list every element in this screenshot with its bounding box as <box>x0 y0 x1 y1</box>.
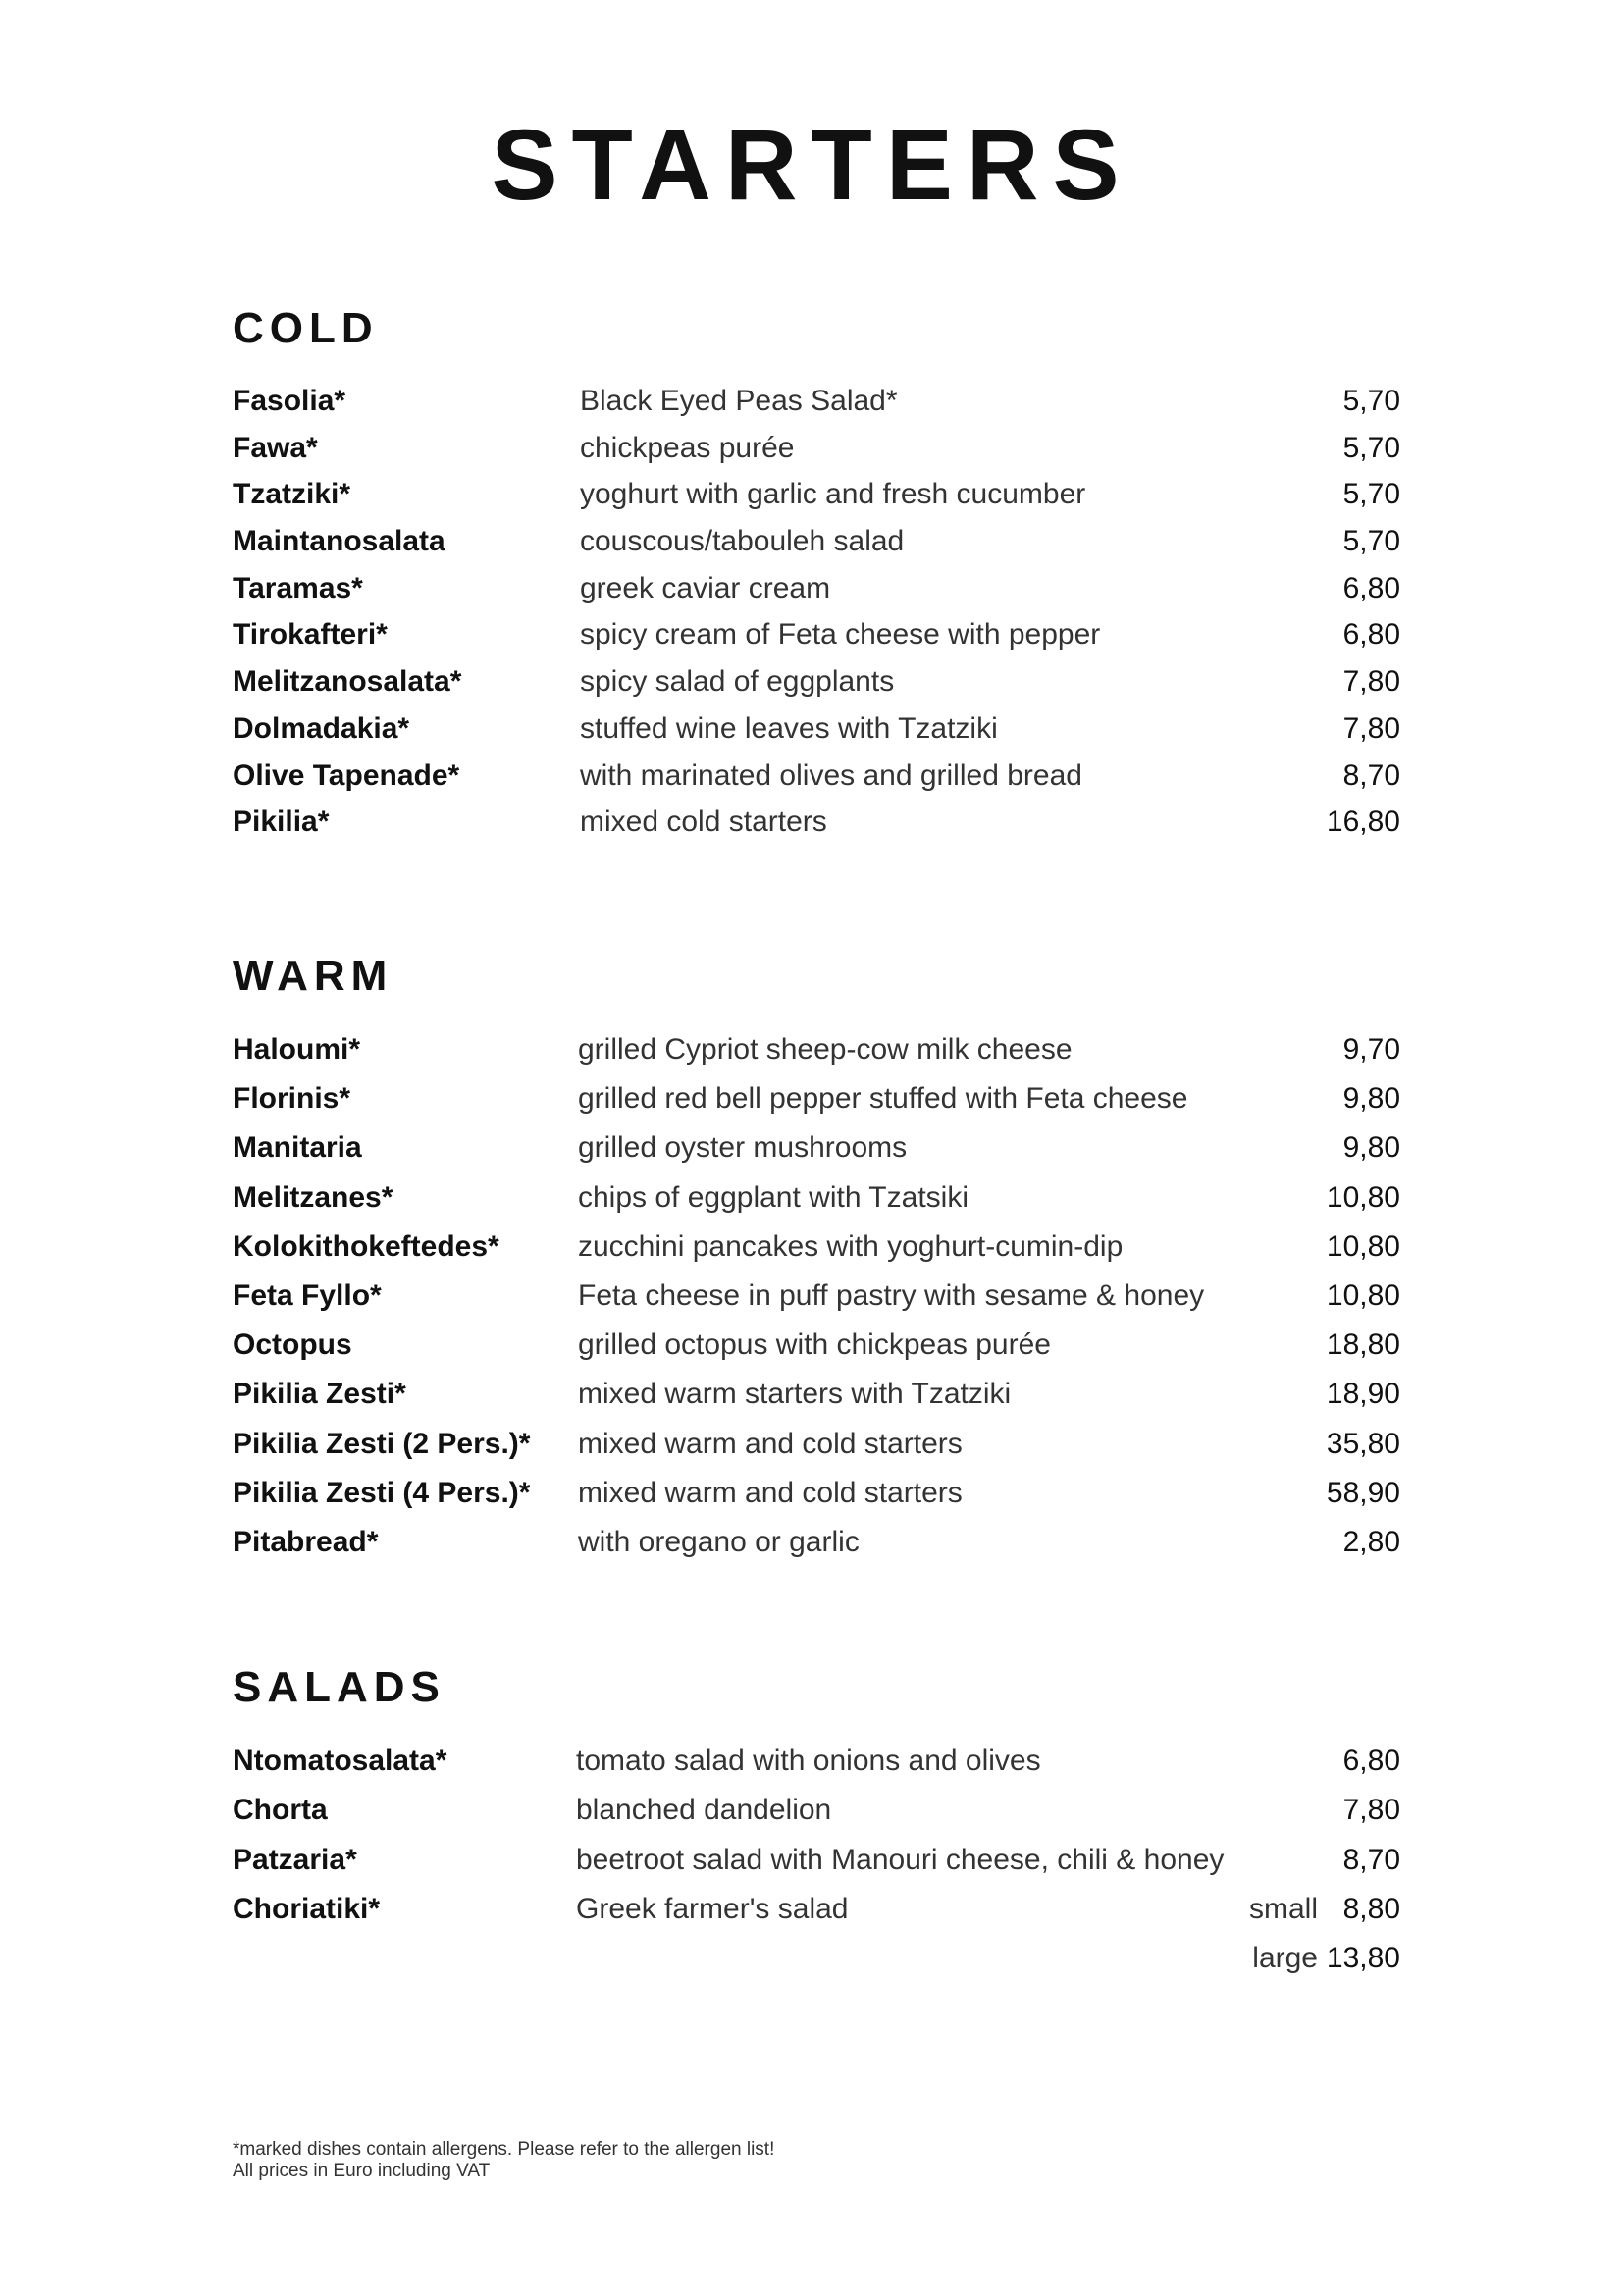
menu-item <box>233 425 1400 472</box>
dish-price: 8,80 <box>1342 1892 1400 1925</box>
dish-price: 9,80 <box>1342 1082 1400 1116</box>
menu-item <box>233 753 1400 800</box>
dish-name: Tirokafteri* <box>233 618 388 652</box>
dish-description: grilled oyster mushrooms <box>578 1131 908 1165</box>
dish-price: 16,80 <box>1326 806 1400 839</box>
dish-name: Pikilia Zesti (2 Pers.)* <box>233 1427 531 1460</box>
dish-price: 18,80 <box>1326 1329 1400 1362</box>
dish-name: Melitzanosalata* <box>233 665 462 699</box>
dish-description: beetroot salad with Manouri cheese, chili & honey <box>576 1843 1225 1876</box>
dish-description: stuffed wine leaves with Tzatziki <box>580 711 998 745</box>
menu-item <box>233 1518 1400 1567</box>
dish-price: 7,80 <box>1342 1794 1400 1827</box>
dish-price: 10,80 <box>1326 1180 1400 1214</box>
dish-price: 7,80 <box>1342 665 1400 699</box>
menu-item <box>233 1223 1400 1272</box>
menu-item <box>233 705 1400 753</box>
menu-item <box>233 1469 1400 1518</box>
menu-item <box>233 1123 1400 1173</box>
dish-name: Melitzanes* <box>233 1180 393 1214</box>
menu-item <box>233 799 1400 846</box>
menu-item <box>233 1370 1400 1419</box>
dish-name: Choriatiki* <box>233 1892 381 1925</box>
warm-item-list <box>233 1025 1400 1567</box>
dish-price: 5,70 <box>1342 525 1400 558</box>
dish-name: Pikilia Zesti (4 Pers.)* <box>233 1476 531 1509</box>
dish-name: Florinis* <box>233 1082 351 1116</box>
dish-description: grilled red bell pepper stuffed with Feta cheese <box>578 1082 1188 1116</box>
dish-name: Taramas* <box>233 571 363 604</box>
menu-item <box>233 1272 1400 1321</box>
footnote <box>233 2139 774 2182</box>
dish-description: yoghurt with garlic and fresh cucumber <box>580 478 1086 511</box>
dish-name: Pikilia Zesti* <box>233 1378 406 1411</box>
dish-description: spicy salad of eggplants <box>580 665 895 699</box>
menu-item <box>233 565 1400 612</box>
dish-description: greek caviar cream <box>580 571 831 604</box>
dish-description: Black Eyed Peas Salad* <box>580 385 898 417</box>
dish-price: 9,70 <box>1342 1033 1400 1066</box>
dish-price: 35,80 <box>1326 1427 1400 1460</box>
dish-price: 5,70 <box>1342 385 1400 417</box>
dish-description: grilled Cypriot sheep-cow milk cheese <box>578 1033 1073 1066</box>
dish-description: with oregano or garlic <box>578 1525 860 1558</box>
dish-description: mixed warm and cold starters <box>578 1427 963 1460</box>
dish-price: 5,70 <box>1342 431 1400 464</box>
dish-price: 7,80 <box>1342 711 1400 745</box>
dish-description: mixed cold starters <box>580 806 827 839</box>
dish-price: 6,80 <box>1342 618 1400 652</box>
menu-item-variant <box>233 1934 1400 1983</box>
menu-item <box>233 378 1400 425</box>
menu-item <box>233 611 1400 658</box>
dish-name: Octopus <box>233 1329 352 1362</box>
dish-description: with marinated olives and grilled bread <box>580 758 1082 792</box>
dish-price: 10,80 <box>1326 1229 1400 1263</box>
dish-price: 6,80 <box>1342 1745 1400 1777</box>
section-heading-salads: SALADS <box>233 1663 445 1711</box>
dish-price: 13,80 <box>1326 1942 1400 1975</box>
dish-name: Manitaria <box>233 1131 362 1165</box>
dish-description: chickpeas purée <box>580 431 795 464</box>
dish-name: Patzaria* <box>233 1843 357 1876</box>
menu-item <box>233 471 1400 518</box>
size-label: small <box>1248 1892 1318 1925</box>
dish-description: couscous/tabouleh salad <box>580 525 905 558</box>
dish-description: spicy cream of Feta cheese with pepper <box>580 618 1101 652</box>
menu-item <box>233 1786 1400 1835</box>
dish-name: Dolmadakia* <box>233 711 410 745</box>
menu-item <box>233 1737 1400 1786</box>
dish-price: 2,80 <box>1342 1525 1400 1558</box>
dish-name: Olive Tapenade* <box>233 758 460 792</box>
dish-name: Maintanosalata <box>233 525 445 558</box>
dish-name: Fasolia* <box>233 385 346 417</box>
dish-price: 58,90 <box>1326 1476 1400 1509</box>
menu-item <box>233 1025 1400 1074</box>
dish-description: tomato salad with onions and olives <box>576 1745 1041 1777</box>
dish-description: Greek farmer's salad <box>576 1892 849 1925</box>
menu-item <box>233 1074 1400 1123</box>
dish-name: Kolokithokeftedes* <box>233 1229 499 1263</box>
dish-description: grilled octopus with chickpeas purée <box>578 1329 1051 1362</box>
dish-description: zucchini pancakes with yoghurt-cumin-dip <box>578 1229 1124 1263</box>
allergen-note: *marked dishes contain allergens. Please refer to the allergen list! <box>233 2139 775 2160</box>
salads-item-list <box>233 1737 1400 1983</box>
menu-item <box>233 1836 1400 1885</box>
dish-price: 8,70 <box>1342 758 1400 792</box>
dish-price: 18,90 <box>1326 1378 1400 1411</box>
dish-price: 6,80 <box>1342 571 1400 604</box>
section-heading-cold: COLD <box>233 304 379 352</box>
dish-price: 9,80 <box>1342 1131 1400 1165</box>
cold-item-list <box>233 378 1400 846</box>
dish-description: Feta cheese in puff pastry with sesame & honey <box>578 1278 1205 1312</box>
dish-name: Ntomatosalata* <box>233 1745 447 1777</box>
section-heading-warm: WARM <box>233 952 393 1000</box>
dish-price: 10,80 <box>1326 1278 1400 1312</box>
menu-item <box>233 1321 1400 1370</box>
menu-item <box>233 1885 1400 1934</box>
dish-price: 5,70 <box>1342 478 1400 511</box>
dish-description: chips of eggplant with Tzatsiki <box>578 1180 969 1214</box>
dish-description: blanched dandelion <box>576 1794 832 1827</box>
menu-item <box>233 518 1400 565</box>
dish-name: Haloumi* <box>233 1033 361 1066</box>
dish-name: Chorta <box>233 1794 328 1827</box>
dish-description: mixed warm and cold starters <box>578 1476 963 1509</box>
menu-item <box>233 1420 1400 1469</box>
menu-item <box>233 1174 1400 1223</box>
size-label: large <box>1252 1942 1318 1975</box>
menu-item <box>233 658 1400 705</box>
price-note: All prices in Euro including VAT <box>233 2161 491 2181</box>
dish-name: Tzatziki* <box>233 478 351 511</box>
dish-name: Pitabread* <box>233 1525 379 1558</box>
dish-price: 8,70 <box>1342 1843 1400 1876</box>
dish-name: Feta Fyllo* <box>233 1278 382 1312</box>
dish-description: mixed warm starters with Tzatziki <box>578 1378 1012 1411</box>
dish-name: Fawa* <box>233 431 318 464</box>
page-title: STARTERS <box>491 109 1133 221</box>
dish-name: Pikilia* <box>233 806 330 839</box>
